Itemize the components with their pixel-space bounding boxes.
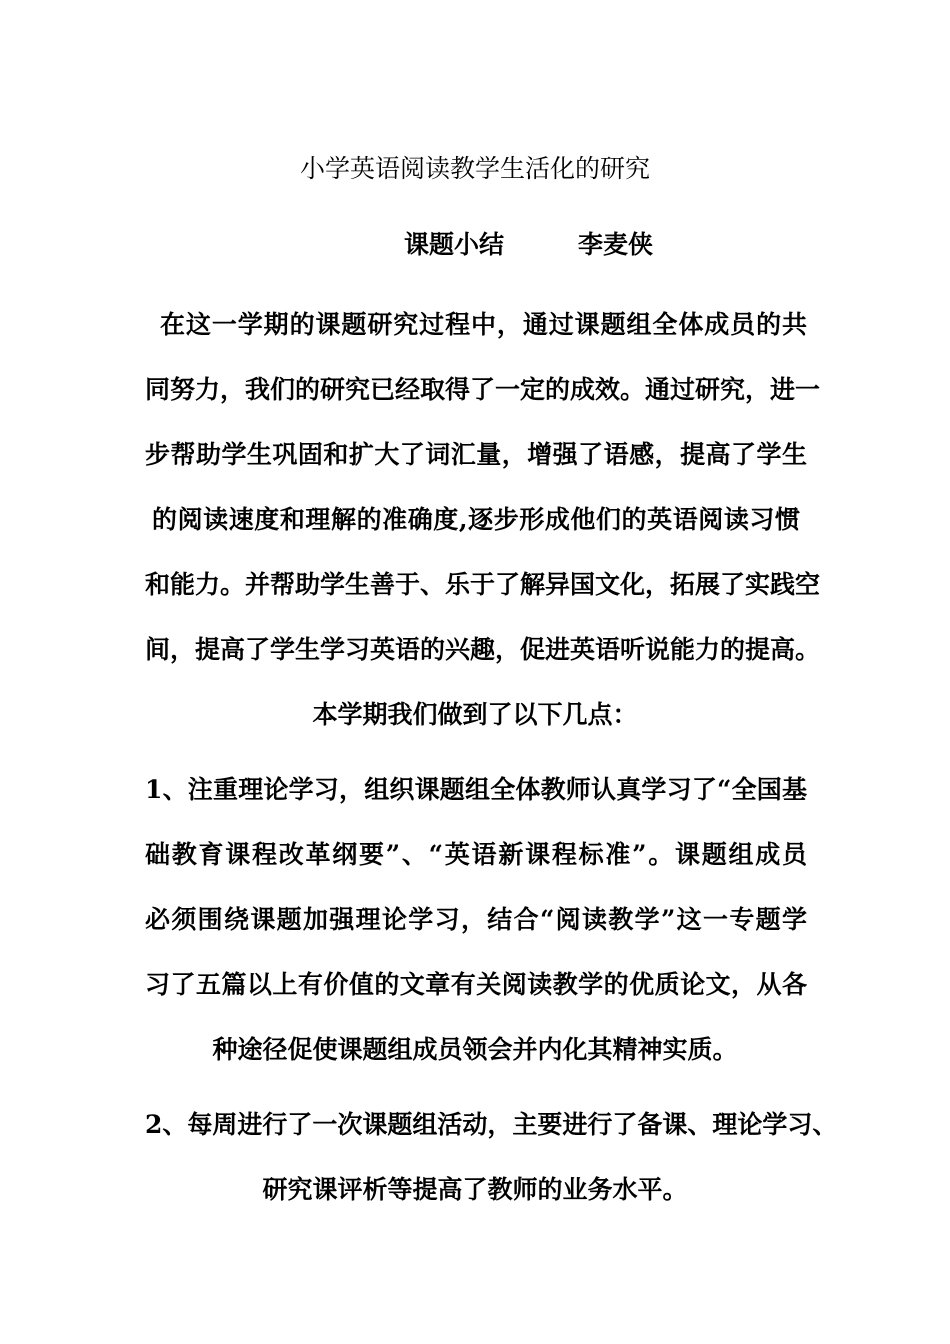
- paragraph-line: 在这一学期的课题研究过程中，通过课题组全体成员的共: [160, 310, 807, 339]
- list-item-line: 1、注重理论学习，组织课题组全体教师认真学习了“全国基: [145, 775, 807, 804]
- document-title: 小学英语阅读教学生活化的研究: [299, 154, 650, 183]
- list-item-line: 种途径促使课题组成员领会并内化其精神实质。: [212, 1035, 738, 1064]
- byline: [404, 228, 653, 262]
- paragraph-line: 间，提高了学生学习英语的兴趣，促进英语听说能力的提高。: [145, 635, 821, 664]
- paragraph-line: 的阅读速度和理解的准确度,逐步形成他们的英语阅读习惯: [152, 505, 800, 534]
- list-item-line: 础教育课程改革纲要”、“英语新课程标准”。课题组成员: [145, 840, 807, 869]
- paragraph-line: 同努力，我们的研究已经取得了一定的成效。通过研究，进一: [145, 375, 821, 404]
- list-item-line: 必须围绕课题加强理论学习，结合“阅读教学”这一专题学: [145, 905, 807, 934]
- byline-label: 课题小结: [404, 230, 505, 259]
- paragraph-line: 步帮助学生巩固和扩大了词汇量，增强了语感，提高了学生: [145, 440, 807, 469]
- byline-author: 李麦侠: [578, 230, 654, 259]
- list-item-line: 研究课评析等提高了教师的业务水平。: [262, 1175, 688, 1204]
- paragraph-line: 和能力。并帮助学生善于、乐于了解异国文化，拓展了实践空: [145, 570, 821, 599]
- section-heading: 本学期我们做到了以下几点：: [312, 700, 638, 729]
- list-item-line: 2、每周进行了一次课题组活动，主要进行了备课、理论学习、: [145, 1110, 838, 1139]
- list-item-line: 习了五篇以上有价值的文章有关阅读教学的优质论文，从各: [145, 970, 807, 999]
